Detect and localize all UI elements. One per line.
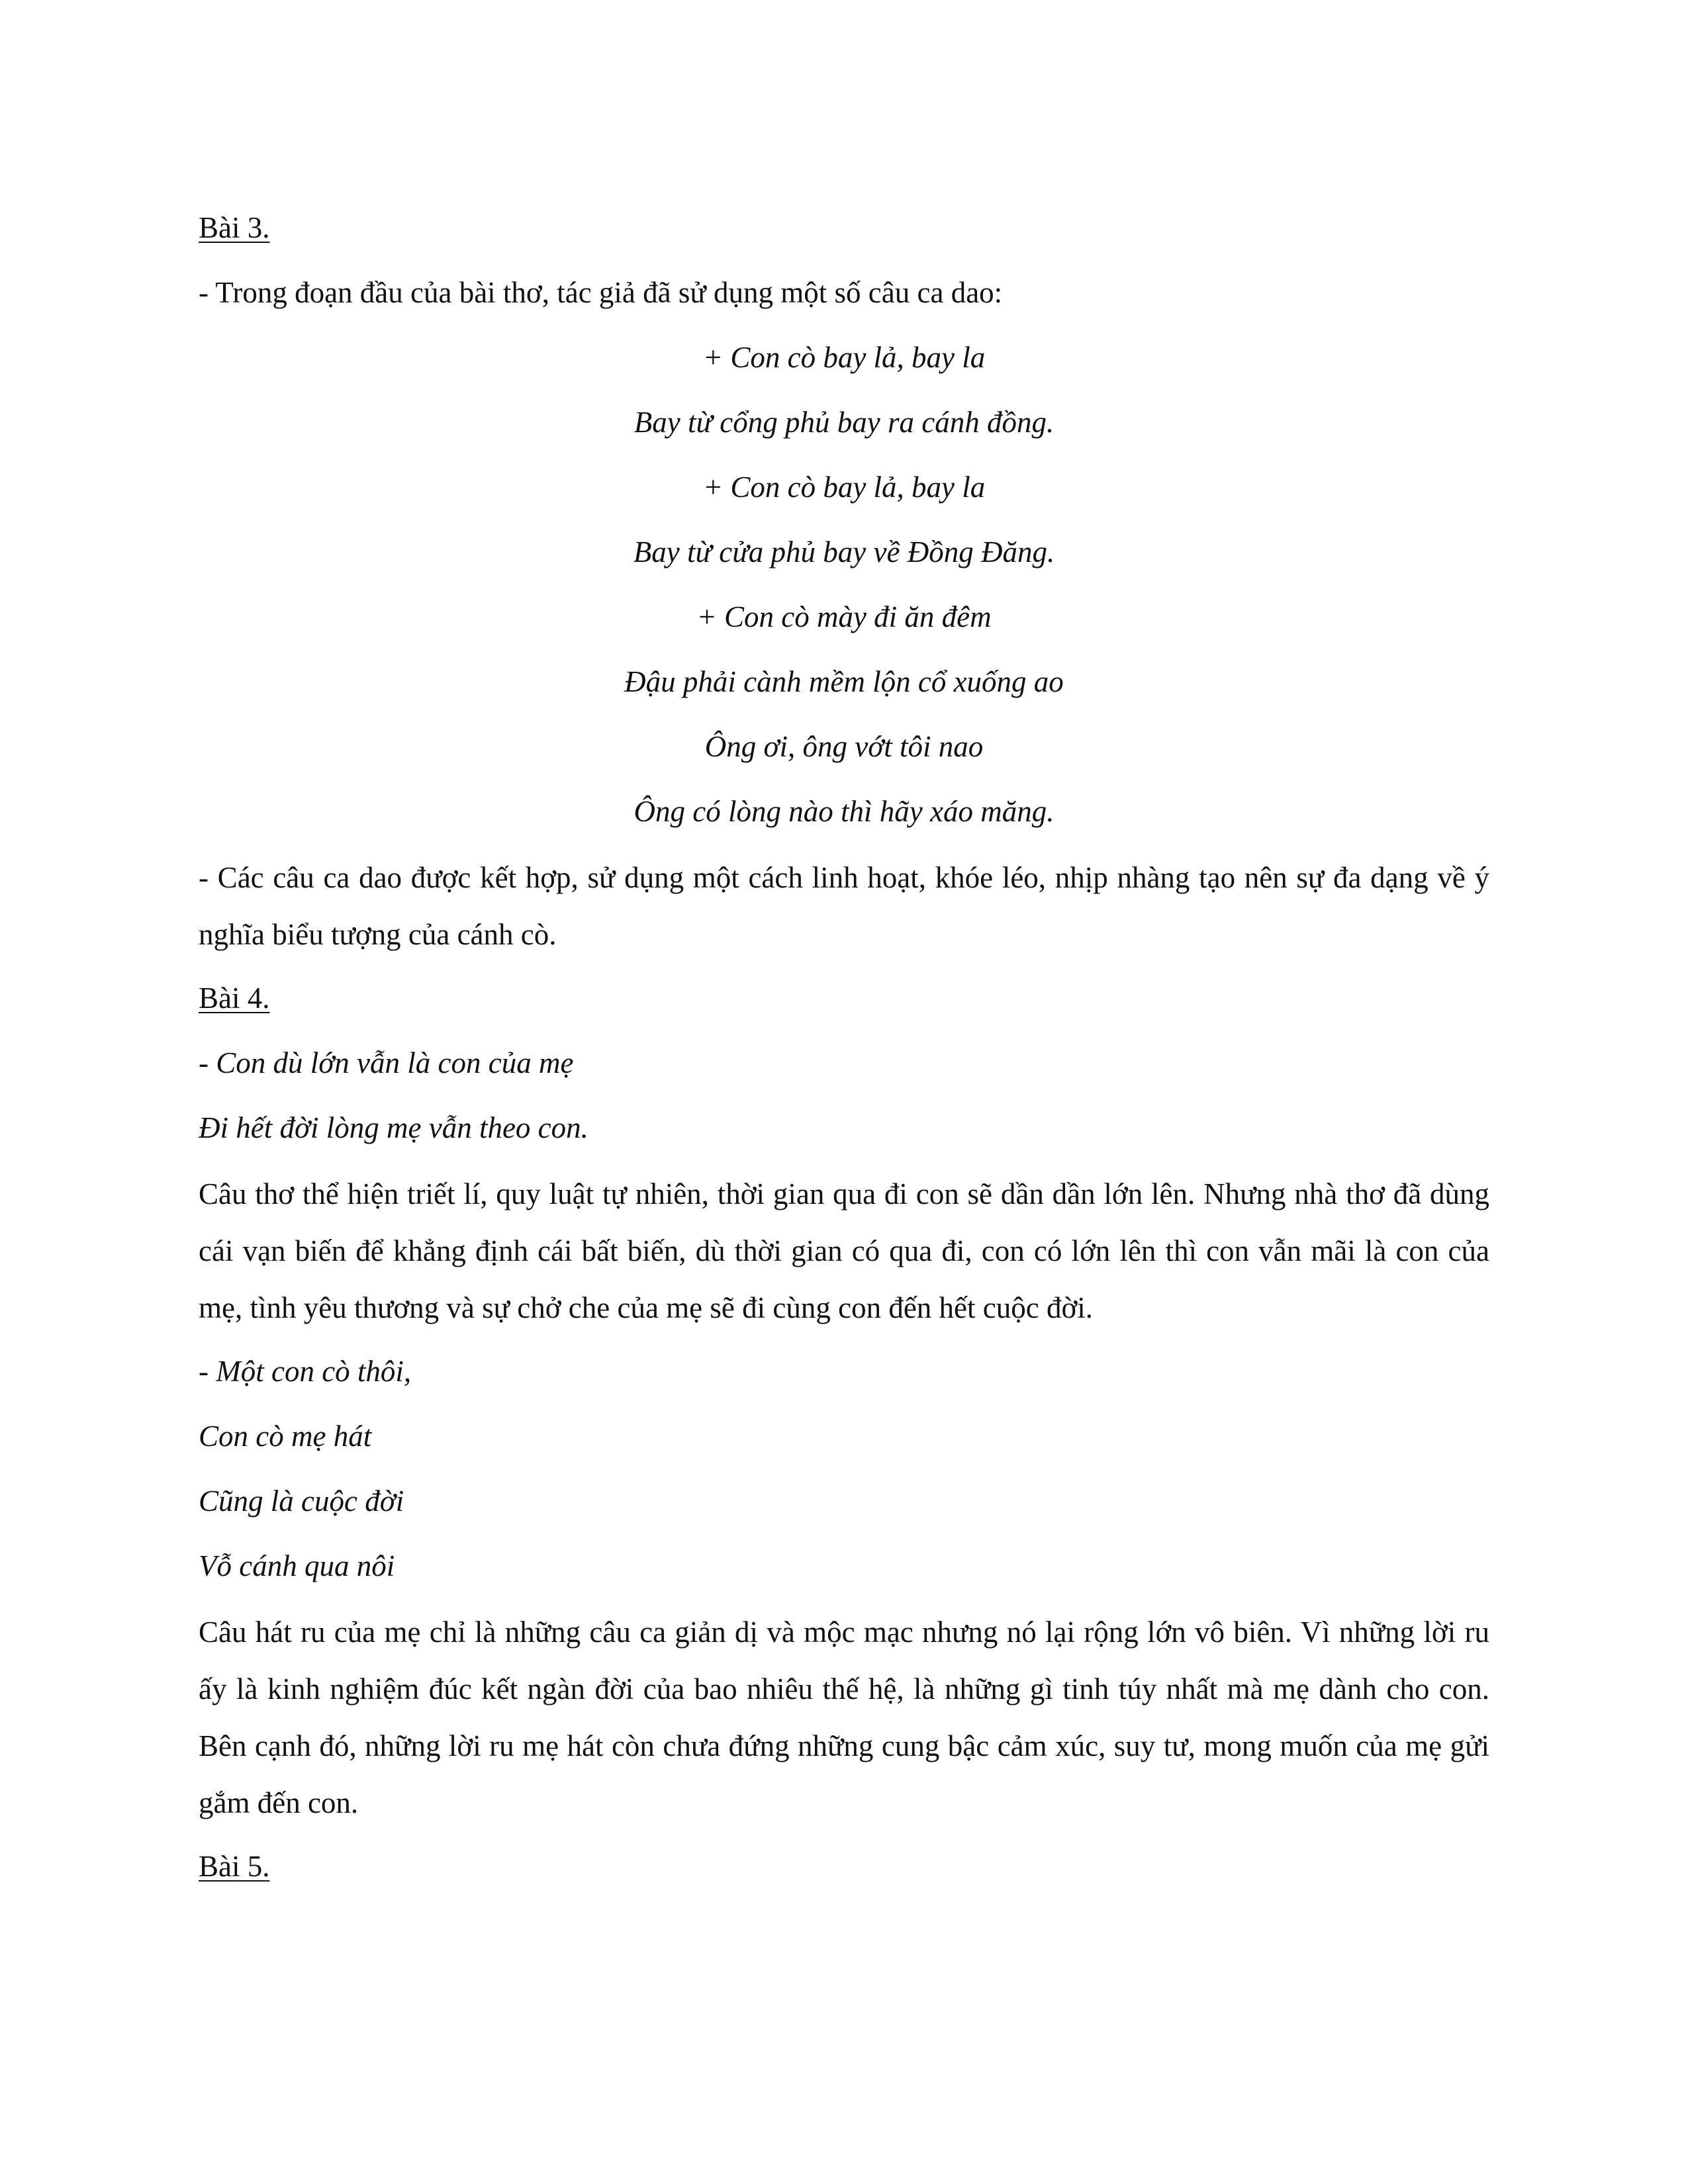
verse-line: Bay từ cổng phủ bay ra cánh đồng.: [633, 406, 1055, 439]
document-page: [199, 195, 1489, 1899]
verse-line: + Con cò bay lả, bay la: [702, 471, 986, 504]
quote-line: - Con dù lớn vẫn là con của mẹ: [199, 1046, 574, 1079]
verse-line: + Con cò mày đi ăn đêm: [696, 600, 992, 633]
bai3-intro: - Trong đoạn đầu của bài thơ, tác giả đã sử dụng một số câu ca dao:: [199, 276, 1003, 309]
bai5-heading: Bài 5.: [199, 1850, 270, 1883]
verse-line: Bay từ cửa phủ bay về Đồng Đăng.: [633, 535, 1055, 569]
quote-line: Con cò mẹ hát: [199, 1420, 372, 1453]
quote-line: - Một con cò thôi,: [199, 1355, 412, 1388]
bai3-heading: Bài 3.: [199, 211, 270, 244]
verse-line: Ông có lòng nào thì hãy xáo măng.: [633, 795, 1055, 828]
verse-line: Ông ơi, ông vớt tôi nao: [704, 730, 984, 763]
bai3-conclusion: - Các câu ca dao được kết hợp, sử dụng một cách linh hoạt, khóe léo, nhịp nhàng tạo nên sự đa dạng về ý nghĩa biểu tượng của cánh cò.: [199, 861, 1489, 951]
quote-line: Đi hết đời lòng mẹ vẫn theo con.: [199, 1111, 588, 1144]
bai4-explanation-2: Câu hát ru của mẹ chỉ là những câu ca giản dị và mộc mạc nhưng nó lại rộng lớn vô biên. Vì những lời ru ấy là kinh nghiệm đúc kết ngàn đời của bao nhiêu thế hệ, là những gì tinh túy nhất mà mẹ dành cho con. Bên cạnh đó, những lời ru mẹ hát còn chưa đứng những cung bậc cảm xúc, suy tư, mong muốn của mẹ gửi gắm đến con.: [199, 1615, 1489, 1819]
verse-line: Đậu phải cành mềm lộn cổ xuống ao: [624, 665, 1064, 698]
bai3-verse-block: [199, 325, 1489, 844]
bai4-heading: Bài 4.: [199, 981, 270, 1015]
bai4-explanation-1: Câu thơ thể hiện triết lí, quy luật tự nhiên, thời gian qua đi con sẽ dần dần lớn lên. Nhưng nhà thơ đã dùng cái vạn biến để khẳng định cái bất biến, dù thời gian có qua đi, con có lớn lên thì con vẫn mãi là con của mẹ, tình yêu thương và sự chở che của mẹ sẽ đi cùng con đến hết cuộc đời.: [199, 1177, 1489, 1324]
quote-line: Cũng là cuộc đời: [199, 1484, 404, 1518]
bai4-quote-2: [199, 1339, 1489, 1598]
quote-line: Vỗ cánh qua nôi: [199, 1549, 395, 1582]
verse-line: + Con cò bay lả, bay la: [702, 341, 986, 374]
bai4-quote-1: [199, 1030, 1489, 1160]
